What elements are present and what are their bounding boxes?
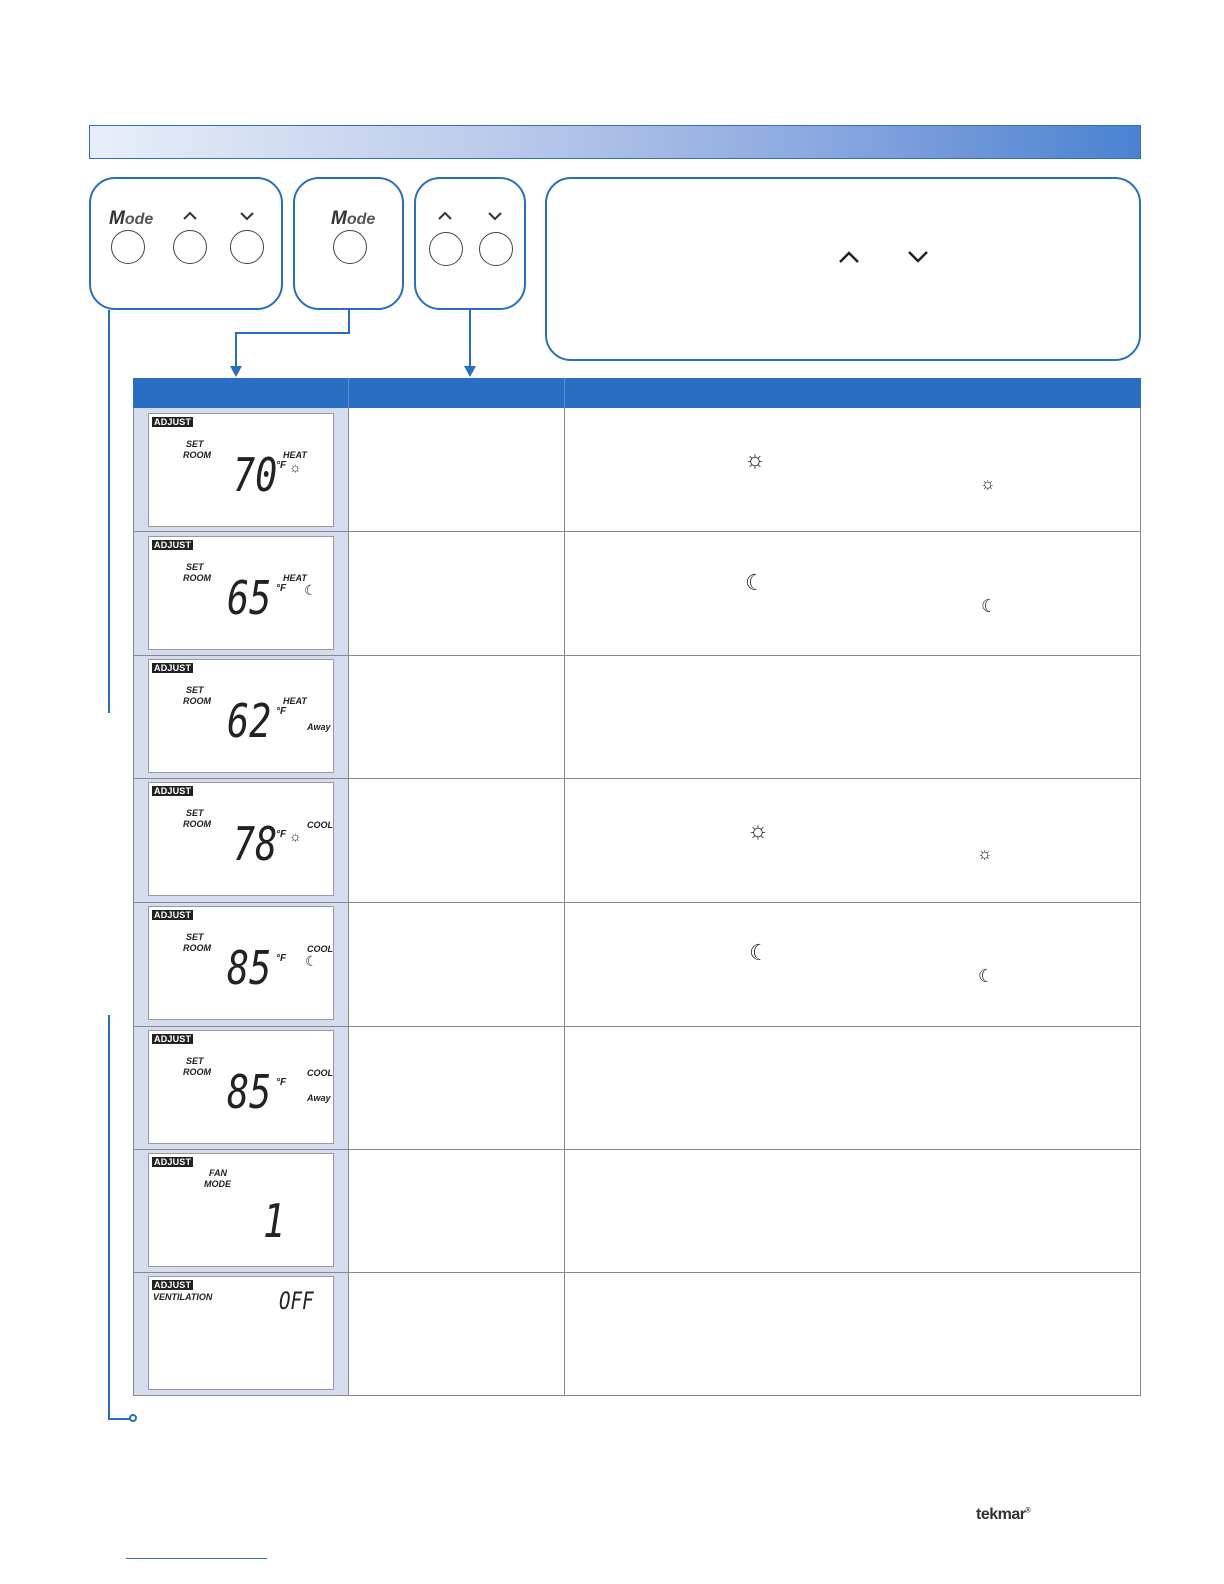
lcd-label: SET	[186, 808, 204, 818]
lcd-label: ROOM	[183, 573, 211, 583]
adjust-badge: ADJUST	[154, 1034, 192, 1044]
mode-button[interactable]	[333, 230, 367, 264]
table-header	[133, 378, 1141, 408]
lcd-label: ROOM	[183, 943, 211, 953]
moon-icon: ☾	[749, 940, 769, 965]
sun-icon: ☼	[289, 459, 302, 475]
lcd-display	[148, 659, 334, 773]
adjust-badge: ADJUST	[154, 1280, 192, 1290]
lcd-display	[148, 1030, 334, 1144]
header-divider	[348, 378, 349, 408]
connector-line	[235, 332, 350, 334]
lcd-value: 62	[227, 694, 272, 748]
arrow-down-icon	[464, 366, 476, 378]
row-divider	[133, 655, 1141, 656]
lcd-mode: HEAT	[283, 573, 307, 583]
mode-label: Mode	[331, 208, 376, 229]
connector-line	[108, 1418, 130, 1420]
lcd-display	[148, 1276, 334, 1390]
lcd-mode: COOL	[307, 944, 333, 954]
down-button[interactable]	[479, 232, 513, 266]
lcd-display	[148, 536, 334, 650]
lcd-value: 70	[233, 448, 278, 502]
sun-icon: ☼	[744, 446, 766, 473]
footer-link-underline	[126, 1558, 267, 1559]
lcd-unit: °F	[276, 706, 287, 717]
adjust-badge: ADJUST	[154, 1157, 192, 1167]
lcd-value: 1	[263, 1194, 286, 1248]
moon-icon: ☾	[978, 966, 995, 986]
lcd-value: 65	[227, 571, 272, 625]
lcd-value: 85	[227, 941, 272, 995]
up-button[interactable]	[429, 232, 463, 266]
lcd-label: ROOM	[183, 450, 211, 460]
row-divider	[133, 1149, 1141, 1150]
buttons-panel-mode	[293, 177, 404, 310]
adjust-badge: ADJUST	[154, 540, 192, 550]
lcd-mode: COOL	[307, 1068, 333, 1078]
lcd-display	[148, 413, 334, 527]
chevron-up-icon	[437, 211, 453, 221]
buttons-panel-updown	[414, 177, 526, 310]
sun-icon: ☼	[289, 828, 302, 844]
arrow-down-icon	[230, 366, 242, 378]
lcd-label: ROOM	[183, 1067, 211, 1077]
tekmar-logo: tekmar®	[976, 1506, 1031, 1523]
lcd-unit: °F	[276, 583, 287, 594]
chevron-up-icon	[837, 249, 861, 265]
lcd-display	[148, 1153, 334, 1267]
sun-icon: ☼	[747, 817, 769, 844]
connector-end-dot	[129, 1414, 137, 1422]
lcd-label: VENTILATION	[153, 1292, 213, 1302]
lcd-label: SET	[186, 932, 204, 942]
lcd-label: FAN	[209, 1168, 227, 1178]
buttons-panel-all	[89, 177, 283, 310]
moon-icon: ☾	[304, 582, 317, 598]
adjust-badge: ADJUST	[154, 786, 192, 796]
lcd-label: SET	[186, 562, 204, 572]
lcd-unit: °F	[276, 460, 287, 471]
connector-line	[348, 310, 350, 333]
connector-line	[235, 332, 237, 370]
row-divider	[133, 778, 1141, 779]
chevron-down-icon	[239, 211, 255, 221]
row-divider	[133, 1026, 1141, 1027]
row-divider	[133, 1395, 1141, 1396]
adjust-badge: ADJUST	[154, 663, 192, 673]
mode-label: Mode	[109, 208, 154, 229]
info-panel	[545, 177, 1141, 361]
row-divider	[133, 902, 1141, 903]
lcd-label: SET	[186, 1056, 204, 1066]
section-header-bar	[89, 125, 1141, 159]
connector-line	[469, 310, 471, 370]
lcd-value: OFF	[279, 1287, 314, 1315]
chevron-down-icon	[487, 211, 503, 221]
sun-icon: ☼	[977, 844, 993, 863]
lcd-away: Away	[307, 1093, 331, 1103]
moon-icon: ☾	[981, 596, 998, 616]
lcd-away: Away	[307, 722, 331, 732]
lcd-label: ROOM	[183, 696, 211, 706]
lcd-unit: °F	[276, 953, 287, 964]
moon-icon: ☾	[745, 570, 765, 595]
lcd-label: SET	[186, 685, 204, 695]
header-divider	[564, 378, 565, 408]
lcd-value: 78	[233, 817, 278, 871]
lcd-unit: °F	[276, 829, 287, 840]
row-divider	[133, 1272, 1141, 1273]
adjust-badge: ADJUST	[154, 910, 192, 920]
lcd-mode: COOL	[307, 820, 333, 830]
lcd-label: MODE	[204, 1179, 231, 1189]
down-button[interactable]	[230, 230, 264, 264]
lcd-mode: HEAT	[283, 696, 307, 706]
lcd-mode: HEAT	[283, 450, 307, 460]
chevron-up-icon	[182, 211, 198, 221]
lcd-unit: °F	[276, 1077, 287, 1088]
connector-line	[108, 1015, 110, 1420]
up-button[interactable]	[173, 230, 207, 264]
sun-icon: ☼	[980, 474, 996, 493]
moon-icon: ☾	[305, 953, 318, 969]
lcd-label: SET	[186, 439, 204, 449]
connector-line	[108, 310, 110, 713]
adjust-badge: ADJUST	[154, 417, 192, 427]
lcd-label: ROOM	[183, 819, 211, 829]
lcd-value: 85	[227, 1065, 272, 1119]
row-divider	[133, 531, 1141, 532]
lcd-display	[148, 782, 334, 896]
chevron-down-icon	[906, 249, 930, 265]
lcd-display	[148, 906, 334, 1020]
mode-button[interactable]	[111, 230, 145, 264]
